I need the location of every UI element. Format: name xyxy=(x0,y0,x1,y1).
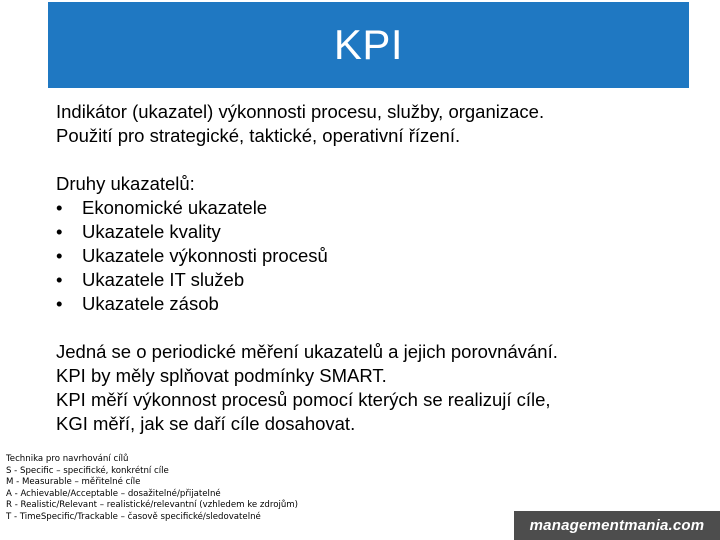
main-content xyxy=(56,100,696,460)
types-section xyxy=(56,172,696,316)
note-line: Jedná se o periodické měření ukazatelů a jejich porovnávání. xyxy=(56,341,558,362)
bullet-icon: • xyxy=(56,221,63,242)
smart-line: R - Realistic/Relevant – realistické/relevantní (vzhledem ke zdrojům) xyxy=(6,500,299,510)
types-list xyxy=(56,196,696,316)
smart-line: S - Specific – specifické, konkrétní cíle xyxy=(6,465,169,476)
brand-badge xyxy=(514,511,720,540)
list-item xyxy=(56,220,696,244)
types-heading: Druhy ukazatelů: xyxy=(56,173,195,194)
intro-section xyxy=(56,100,696,148)
note-line: KPI měří výkonnost procesů pomocí kterých se realizují cíle, xyxy=(56,389,551,410)
title-bar xyxy=(48,2,689,88)
list-item-label: Ukazatele kvality xyxy=(82,221,221,242)
list-item-label: Ekonomické ukazatele xyxy=(82,197,268,218)
smart-line: M - Measurable – měřitelné cíle xyxy=(6,477,141,487)
bullet-icon: • xyxy=(56,197,63,218)
bullet-icon: • xyxy=(56,245,63,266)
note-line: KPI by měly splňovat podmínky SMART. xyxy=(56,365,387,386)
list-item xyxy=(56,268,696,292)
list-item xyxy=(56,244,696,268)
bullet-icon: • xyxy=(56,293,63,314)
list-item xyxy=(56,196,696,220)
list-item-label: Ukazatele zásob xyxy=(82,293,219,314)
list-item xyxy=(56,292,696,316)
brand-text: managementmania.com xyxy=(529,517,705,534)
list-item-label: Ukazatele IT služeb xyxy=(82,269,245,290)
page-title: KPI xyxy=(333,21,404,68)
note-line: KGI měří, jak se daří cíle dosahovat. xyxy=(56,413,356,434)
intro-definition: Indikátor (ukazatel) výkonnosti procesu, služby, organizace. xyxy=(56,101,545,122)
smart-line: A - Achievable/Acceptable – dosažitelné/přijatelné xyxy=(6,488,221,499)
smart-line: Technika pro navrhování cílů xyxy=(6,454,129,464)
notes-section xyxy=(56,340,696,436)
list-item-label: Ukazatele výkonnosti procesů xyxy=(82,245,328,266)
intro-usage: Použití pro strategické, taktické, operativní řízení. xyxy=(56,125,461,146)
smart-technique-footnote xyxy=(6,454,406,523)
bullet-icon: • xyxy=(56,269,63,290)
smart-line: T - TimeSpecific/Trackable – časově specifické/sledovatelné xyxy=(6,511,261,522)
